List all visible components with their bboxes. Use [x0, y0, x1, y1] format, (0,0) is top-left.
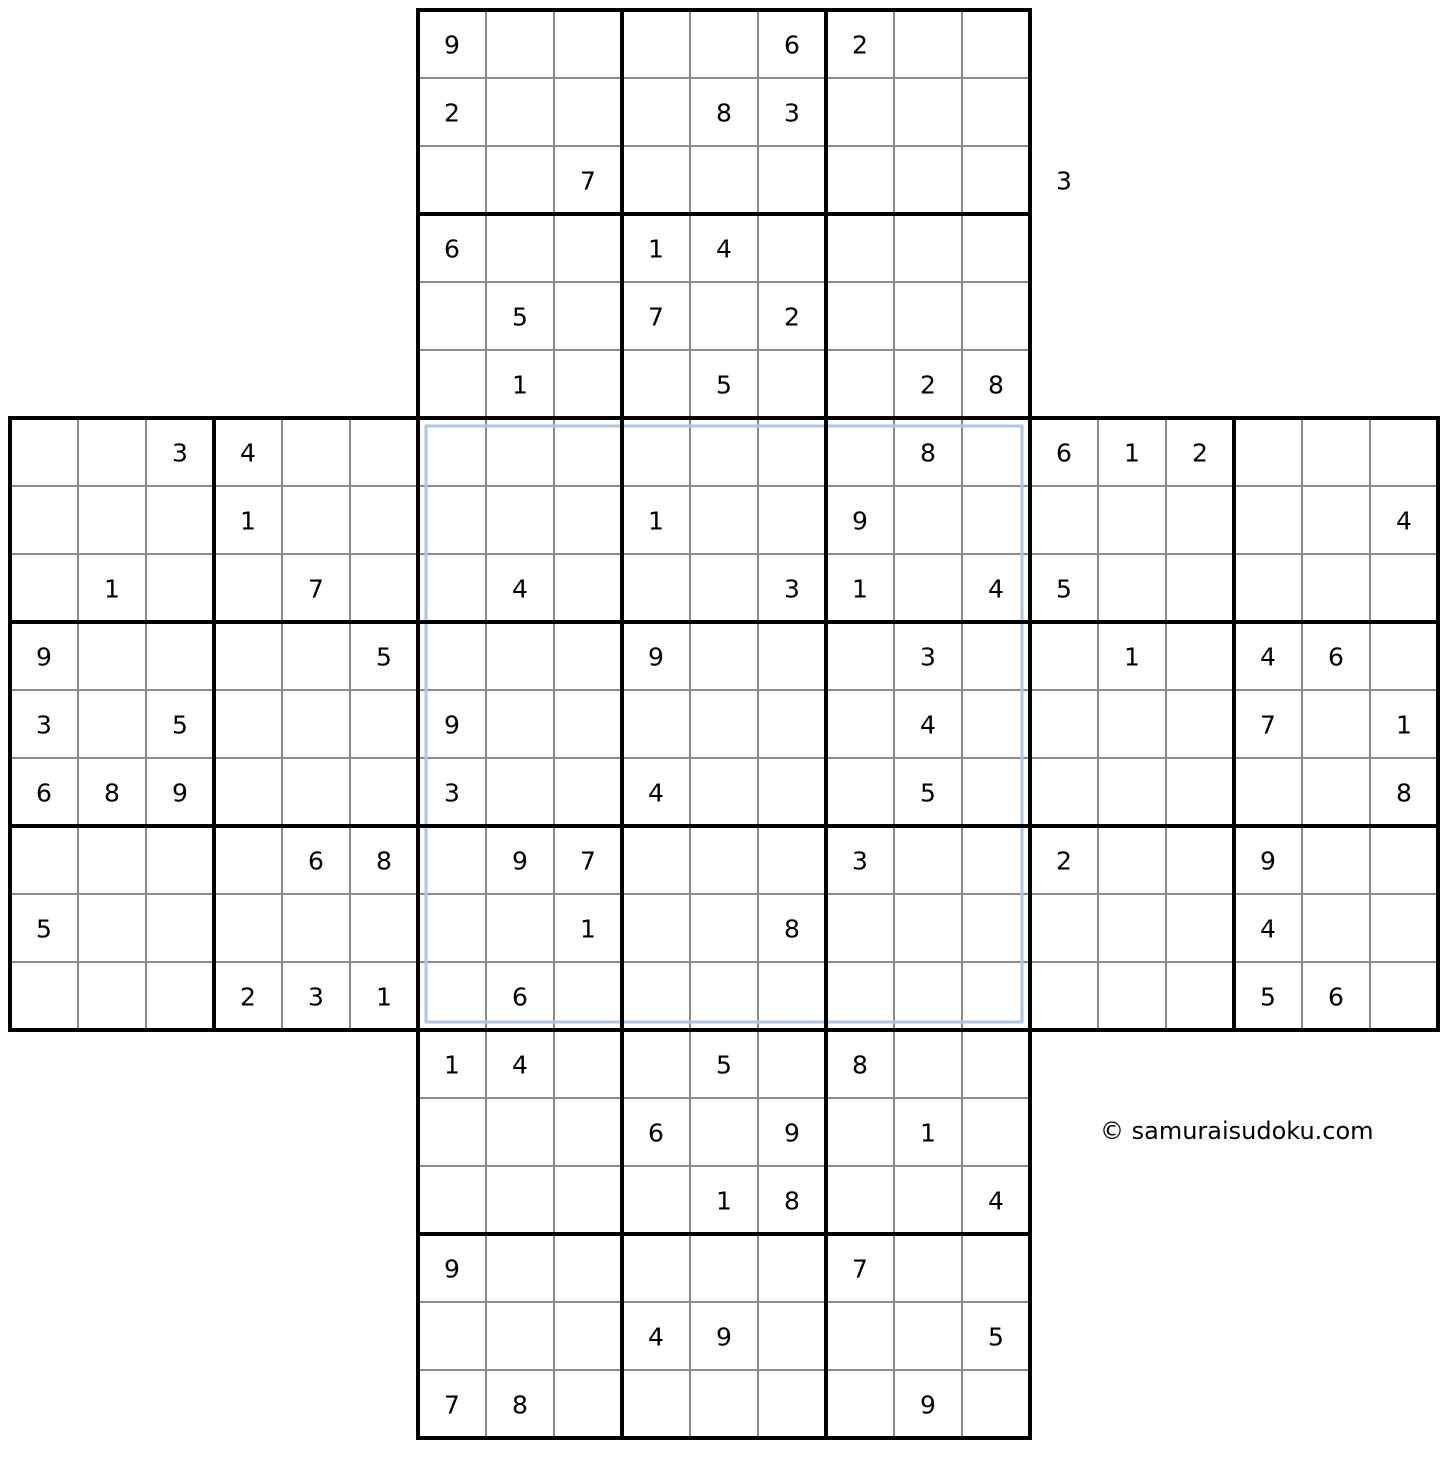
given-digit: 6 — [512, 982, 528, 1012]
given-digit: 1 — [716, 1186, 732, 1216]
given-digit: 3 — [172, 438, 188, 468]
given-digit: 4 — [1260, 642, 1276, 672]
copyright-notice: © samuraisudoku.com — [1100, 1117, 1374, 1145]
given-digit: 1 — [580, 914, 596, 944]
given-digit: 1 — [852, 574, 868, 604]
given-digit: 6 — [648, 1118, 664, 1148]
given-digit: 8 — [512, 1390, 528, 1420]
given-digit: 4 — [716, 234, 732, 264]
given-digit: 8 — [1396, 778, 1412, 808]
given-digit: 9 — [920, 1390, 936, 1420]
given-digit: 1 — [648, 234, 664, 264]
given-digit: 2 — [784, 302, 800, 332]
given-digit: 4 — [920, 710, 936, 740]
given-digit: 9 — [1260, 846, 1276, 876]
given-digit: 5 — [512, 302, 528, 332]
given-digit: 7 — [1260, 710, 1276, 740]
given-digit: 2 — [240, 982, 256, 1012]
given-digit: 5 — [716, 1050, 732, 1080]
given-digit: 7 — [308, 574, 324, 604]
given-digit: 2 — [1192, 438, 1208, 468]
given-digit: 7 — [580, 166, 596, 196]
given-digit: 4 — [512, 574, 528, 604]
given-digit: 9 — [784, 1118, 800, 1148]
given-digit: 9 — [648, 642, 664, 672]
given-digit: 6 — [308, 846, 324, 876]
box-border-lines — [10, 10, 1438, 1438]
given-digit: 1 — [1124, 438, 1140, 468]
given-digit: 9 — [444, 1254, 460, 1284]
given-digit: 7 — [444, 1390, 460, 1420]
given-digit: 8 — [716, 98, 732, 128]
given-digit: 8 — [784, 914, 800, 944]
given-digit: 5 — [988, 1322, 1004, 1352]
given-digit: 5 — [1260, 982, 1276, 1012]
given-digit: 8 — [920, 438, 936, 468]
given-digit: 5 — [920, 778, 936, 808]
given-digit: 3 — [444, 778, 460, 808]
given-digit: 6 — [1328, 982, 1344, 1012]
given-digit: 5 — [172, 710, 188, 740]
given-digit: 1 — [240, 506, 256, 536]
thin-grid-lines — [10, 10, 1438, 1438]
given-digit: 6 — [444, 234, 460, 264]
given-digit: 8 — [784, 1186, 800, 1216]
given-digit: 2 — [1056, 846, 1072, 876]
given-digit: 1 — [920, 1118, 936, 1148]
given-digit: 9 — [444, 710, 460, 740]
given-digit: 3 — [36, 710, 52, 740]
given-digit: 7 — [648, 302, 664, 332]
given-digit: 6 — [784, 30, 800, 60]
given-digit: 7 — [580, 846, 596, 876]
given-digit: 5 — [1056, 574, 1072, 604]
given-digit: 4 — [648, 1322, 664, 1352]
given-digit: 4 — [512, 1050, 528, 1080]
sudoku-cells — [36, 31, 1412, 1420]
given-digit: 8 — [988, 370, 1004, 400]
given-digit: 9 — [172, 778, 188, 808]
given-digit: 6 — [36, 778, 52, 808]
given-digit: 3 — [784, 574, 800, 604]
given-digit: 1 — [512, 370, 528, 400]
given-digit: 1 — [444, 1050, 460, 1080]
given-digit: 3 — [852, 846, 868, 876]
given-digit: 1 — [376, 982, 392, 1012]
given-digit: 4 — [240, 438, 256, 468]
given-digit: 2 — [444, 98, 460, 128]
given-digit: 6 — [1328, 642, 1344, 672]
given-digit: 5 — [716, 370, 732, 400]
given-digit: 3 — [920, 642, 936, 672]
given-digit: 2 — [852, 30, 868, 60]
given-digit: 8 — [852, 1050, 868, 1080]
given-digit: 4 — [1396, 506, 1412, 536]
given-digit: 5 — [36, 914, 52, 944]
given-digit: 6 — [1056, 438, 1072, 468]
given-digit: 1 — [648, 506, 664, 536]
given-digit: 4 — [1260, 914, 1276, 944]
given-digit: 9 — [444, 30, 460, 60]
given-digit: 9 — [512, 846, 528, 876]
given-digit: 4 — [988, 1186, 1004, 1216]
given-digit: 7 — [852, 1254, 868, 1284]
given-digit: 3 — [784, 98, 800, 128]
given-digit: 1 — [1124, 642, 1140, 672]
given-digit: 4 — [648, 778, 664, 808]
given-digit: 2 — [920, 370, 936, 400]
given-digit: 1 — [104, 574, 120, 604]
given-digit: 4 — [988, 574, 1004, 604]
given-digit: 9 — [36, 642, 52, 672]
given-digit: 1 — [1396, 710, 1412, 740]
given-digit: 3 — [308, 982, 324, 1012]
given-digit: 8 — [104, 778, 120, 808]
given-digit: 5 — [376, 642, 392, 672]
given-digit: 3 — [1056, 166, 1072, 196]
given-digit: 8 — [376, 846, 392, 876]
given-digit: 9 — [716, 1322, 732, 1352]
given-digit: 9 — [852, 506, 868, 536]
